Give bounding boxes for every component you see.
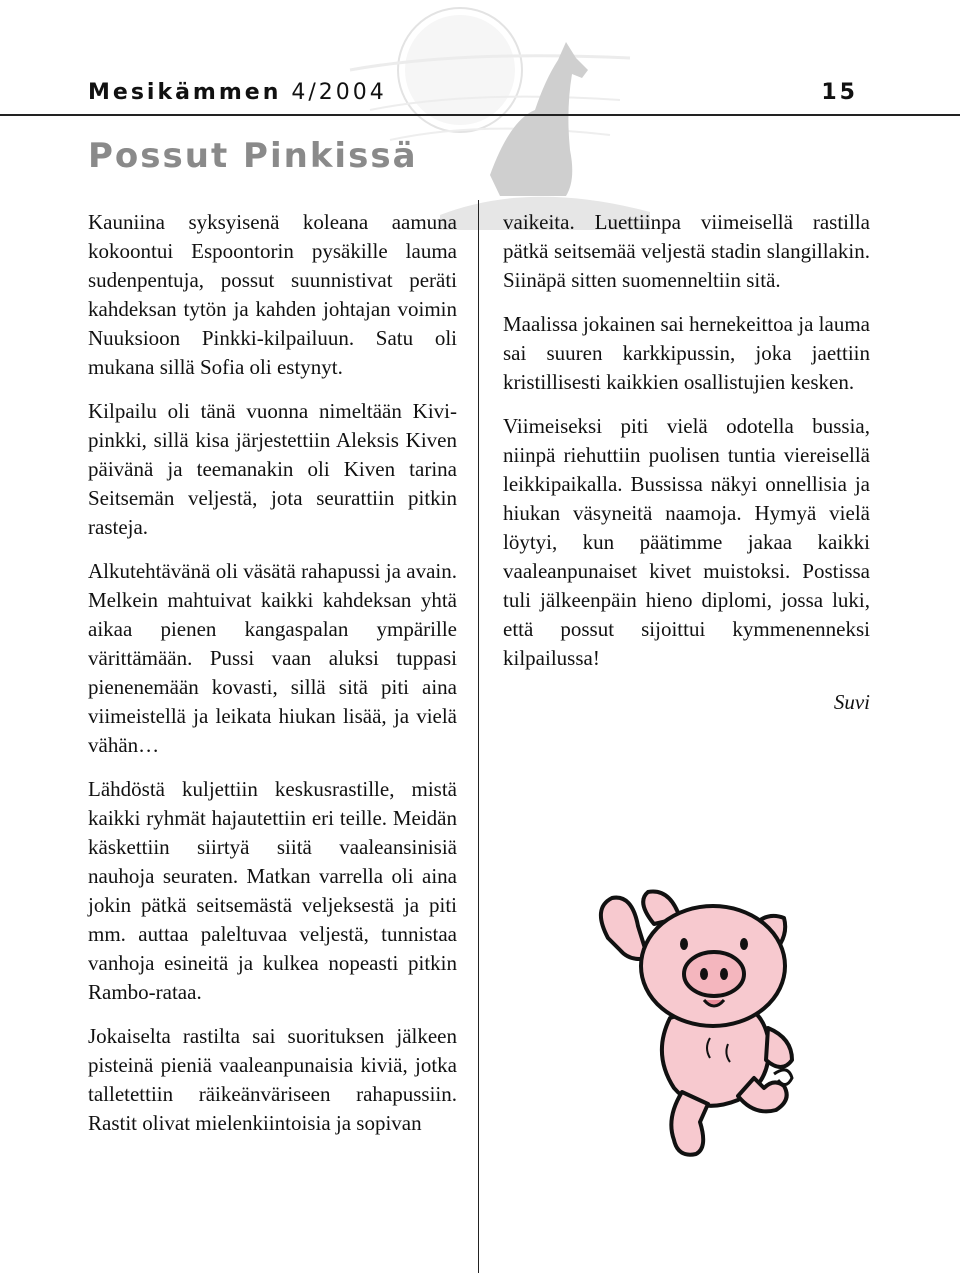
- paragraph: Maalissa jokainen sai hernekeittoa ja lauma sai suuren karkkipussin, joka jaettiin kristillisesti kaikkien osallistujien kesken.: [503, 312, 870, 394]
- article-title: Possut Pinkissä: [88, 136, 418, 176]
- paragraph: Kauniina syksyisenä koleana aamuna kokoontui Espoontorin pysäkille lauma sudenpentuja, possut suunnistivat peräti kahdeksan tytön ja kahden johtajan voimin Nuuksioon Pinkki-kilpailuun. Satu oli mukana sillä Sofia oli estynyt.: [88, 210, 457, 379]
- issue-number: 4/2004: [291, 80, 387, 105]
- page-number: 15: [821, 80, 858, 105]
- paragraph: Jokaiselta rastilta sai suorituksen jälkeen pisteinä pieniä vaaleanpunaisia kiviä, jotka talletettiin räikeänväriseen rahapussiin. Rastit olivat mielenkiintoisia ja sopivan: [88, 1024, 457, 1135]
- paragraph: Lähdöstä kuljettiin keskusrastille, mistä kaikki ryhmät hajautettiin eri teille. Meidän käskettiin siirtyä siitä vaaleansinisiä nauhoja seuraten. Matkan varrella oli aina jokin pätkä seitsemästä veljeksestä ja piti mm. auttaa paleltuvaa veljestä, tunnistaa vanhoja esineitä ja kulkea nopeasti pitkin Rambo-rataa.: [88, 777, 457, 1004]
- author-signature: Suvi: [833, 690, 870, 714]
- paragraph: Kilpailu oli tänä vuonna nimeltään Kivi-pinkki, sillä kisa järjestettiin Aleksis Kiven päivänä ja teemanakin oli Kiven tarina Seitsemän veljestä, jota seurattiin pitkin rasteja.: [88, 399, 457, 539]
- dancing-pig-icon: [578, 878, 834, 1163]
- right-column: [503, 208, 870, 732]
- paragraph: Alkutehtävänä oli väsätä rahapussi ja avain. Melkein mahtuivat kaikki kahdeksan yhtä aikaa pienen kangaspalan ympärille värittämään. Pussi vaan aluksi tuppasi pienenemään kovasti, sillä sitä piti aina viimeistellä ja leikata hiukan lisää, ja vielä vähän…: [88, 559, 457, 757]
- header-rule: [0, 114, 960, 116]
- magazine-name: Mesikämmen: [88, 80, 282, 105]
- left-column: [88, 208, 457, 1153]
- column-divider: [478, 200, 479, 1273]
- page-header: [88, 80, 960, 105]
- paragraph: Viimeiseksi piti vielä odotella bussia, niinpä riehuttiin puolisen tuntia viereisellä leikkipaikalla. Bussissa näkyi onnellisia ja hiukan väsyneitä naamoja. Hymyä vielä löytyi, kun päätimme jakaa kaikki vaaleanpunaiset kivet muistoksi. Postissa tuli jälkeenpäin hieno diplomi, jossa luki, että possut sijoittui kymmenenneksi kilpailussa!: [503, 414, 870, 670]
- paragraph: vaikeita. Luettiinpa viimeisellä rastilla pätkä seitsemää veljestä stadin slangillakin. Siinäpä sitten suomenneltiin sitä.: [503, 210, 870, 292]
